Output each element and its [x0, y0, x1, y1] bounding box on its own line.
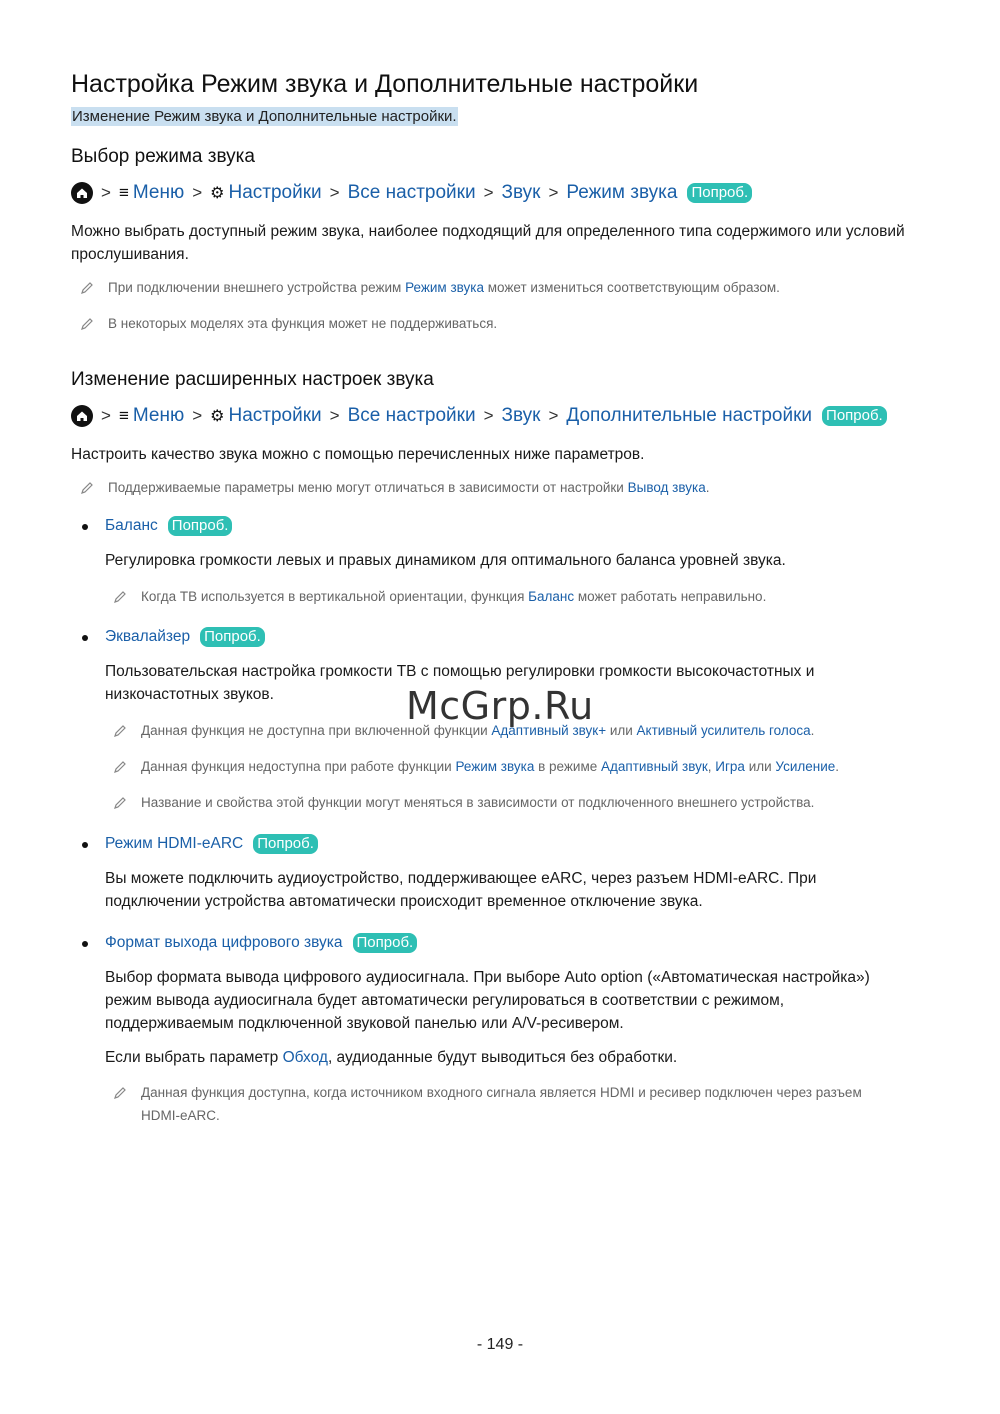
section-heading-sound-mode: Выбор режима звука: [71, 146, 255, 167]
home-icon[interactable]: [71, 405, 93, 427]
menu-path-expert-settings: [71, 405, 887, 427]
link-bypass: Обход: [282, 1049, 328, 1066]
bullet-dot: [82, 524, 88, 530]
home-icon[interactable]: [71, 182, 93, 204]
link-adaptive-sound-plus: Адаптивный звук+: [491, 723, 607, 738]
pencil-icon: [113, 796, 127, 810]
link-game: Игра: [715, 759, 745, 774]
note-digital-hdmi-line2: HDMI-eARC.: [141, 1108, 220, 1123]
try-now-badge[interactable]: Попроб.: [687, 183, 752, 203]
path-settings[interactable]: Настройки: [228, 405, 322, 426]
chevron-right-icon: >: [548, 406, 559, 425]
path-sound-mode[interactable]: Режим звука: [566, 182, 678, 203]
note-equalizer-modes: Данная функция недоступна при работе функции Режим звука в режиме Адаптивный звук, Игра или Усиление.: [113, 759, 839, 774]
balance-body: Регулировка громкости левых и правых динамиком для оптимального баланса уровней звука.: [105, 552, 786, 569]
pencil-icon: [113, 724, 127, 738]
pencil-icon: [80, 317, 94, 331]
digital-bypass-text: Если выбрать параметр Обход, аудиоданные будут выводиться без обработки.: [105, 1049, 678, 1066]
hdmi-earc-label[interactable]: Режим HDMI-eARC: [105, 835, 244, 852]
digital-body-line1: Выбор формата вывода цифрового аудиосигнала. При выборе Auto option («Автоматическая настройка»): [105, 969, 870, 986]
watermark: McGrp.Ru: [406, 684, 594, 728]
try-now-badge[interactable]: Попроб.: [168, 516, 233, 536]
link-sound-mode: Режим звука: [405, 280, 484, 295]
note-digital-hdmi: Данная функция доступна, когда источником входного сигнала является HDMI и ресивер подключен через разъем: [113, 1085, 862, 1100]
link-sound-mode: Режим звука: [455, 759, 535, 774]
chevron-right-icon: >: [548, 183, 559, 202]
note-balance-vertical: Когда ТВ используется в вертикальной ориентации, функция Баланс может работать неправильно.: [113, 589, 766, 604]
pencil-icon: [80, 481, 94, 495]
chevron-right-icon: >: [329, 183, 340, 202]
hdmi-body-line2: подключении устройства автоматически происходит временное отключение звука.: [105, 893, 703, 910]
gear-icon: ⚙: [210, 185, 225, 202]
path-settings[interactable]: Настройки: [228, 182, 322, 203]
menu-icon: ≡: [118, 183, 129, 202]
gear-icon: ⚙: [210, 408, 225, 425]
note-not-supported: В некоторых моделях эта функция может не поддерживаться.: [80, 316, 497, 331]
digital-output-label[interactable]: Формат выхода цифрового звука: [105, 934, 343, 951]
page-subtitle: Изменение Режим звука и Дополнительные настройки.: [72, 108, 457, 125]
digital-body-line3: поддерживаемым подключенной звуковой панелью или A/V-ресивером.: [105, 1015, 624, 1032]
pencil-icon: [113, 590, 127, 604]
chevron-right-icon: >: [101, 183, 111, 202]
chevron-right-icon: >: [483, 183, 494, 202]
note-equalizer-names: Название и свойства этой функции могут меняться в зависимости от подключенного внешнего устройства.: [113, 795, 814, 810]
path-expert-settings[interactable]: Дополнительные настройки: [566, 405, 813, 426]
link-amplify: Усиление: [775, 759, 836, 774]
chevron-right-icon: >: [192, 183, 203, 202]
note-equalizer-adaptive: Данная функция не доступна при включенной функции Адаптивный звук+ или Активный усилитель голоса.: [113, 723, 814, 738]
link-active-voice-amplifier: Активный усилитель голоса: [636, 723, 811, 738]
pencil-icon: [113, 1086, 127, 1100]
item-equalizer: [105, 627, 265, 647]
equalizer-label[interactable]: Эквалайзер: [105, 628, 191, 645]
page-title: Настройка Режим звука и Дополнительные настройки: [71, 70, 699, 98]
link-adaptive-sound: Адаптивный звук: [601, 759, 708, 774]
note-sound-mode-external: При подключении внешнего устройства режим Режим звука может измениться соответствующим образом.: [80, 280, 780, 295]
page-number: - 149 -: [476, 1336, 524, 1353]
try-now-badge[interactable]: Попроб.: [353, 933, 418, 953]
try-now-badge[interactable]: Попроб.: [822, 406, 887, 426]
try-now-badge[interactable]: Попроб.: [200, 627, 265, 647]
bullet-dot: [82, 842, 88, 848]
path-sound[interactable]: Звук: [501, 182, 541, 203]
item-hdmi-earc: [105, 834, 318, 854]
section-heading-expert-sound: Изменение расширенных настроек звука: [71, 369, 434, 390]
pencil-icon: [80, 281, 94, 295]
bullet-dot: [82, 941, 88, 947]
link-sound-output: Вывод звука: [627, 480, 706, 495]
path-menu[interactable]: Меню: [132, 182, 185, 203]
section2-body: Настроить качество звука можно с помощью перечисленных ниже параметров.: [71, 446, 645, 463]
menu-icon: ≡: [118, 406, 129, 425]
try-now-badge[interactable]: Попроб.: [253, 834, 318, 854]
equalizer-body-line2: низкочастотных звуков.: [105, 686, 274, 703]
item-balance: [105, 516, 232, 536]
link-balance: Баланс: [528, 589, 575, 604]
item-digital-output: [105, 933, 417, 953]
path-sound[interactable]: Звук: [501, 405, 541, 426]
pencil-icon: [113, 760, 127, 774]
menu-path-sound-mode: [71, 182, 752, 204]
digital-body-line2: режим вывода аудиосигнала будет автоматически регулироваться в соответствии с режимом,: [105, 992, 785, 1009]
equalizer-body-line1: Пользовательская настройка громкости ТВ с помощью регулировки громкости высокочастотных и: [105, 663, 815, 680]
chevron-right-icon: >: [483, 406, 494, 425]
section1-body: Можно выбрать доступный режим звука, наиболее подходящий для определенного типа содержимого или условий прослушивания.: [71, 223, 905, 263]
chevron-right-icon: >: [329, 406, 340, 425]
bullet-dot: [82, 635, 88, 641]
path-all-settings[interactable]: Все настройки: [347, 405, 476, 426]
chevron-right-icon: >: [101, 406, 111, 425]
path-all-settings[interactable]: Все настройки: [347, 182, 476, 203]
chevron-right-icon: >: [192, 406, 203, 425]
balance-label[interactable]: Баланс: [105, 517, 158, 534]
note-supported-parameters: Поддерживаемые параметры меню могут отличаться в зависимости от настройки Вывод звука.: [80, 480, 709, 495]
path-menu[interactable]: Меню: [132, 405, 185, 426]
hdmi-body-line1: Вы можете подключить аудиоустройство, поддерживающее eARC, через разъем HDMI-eARC. При: [105, 870, 817, 887]
